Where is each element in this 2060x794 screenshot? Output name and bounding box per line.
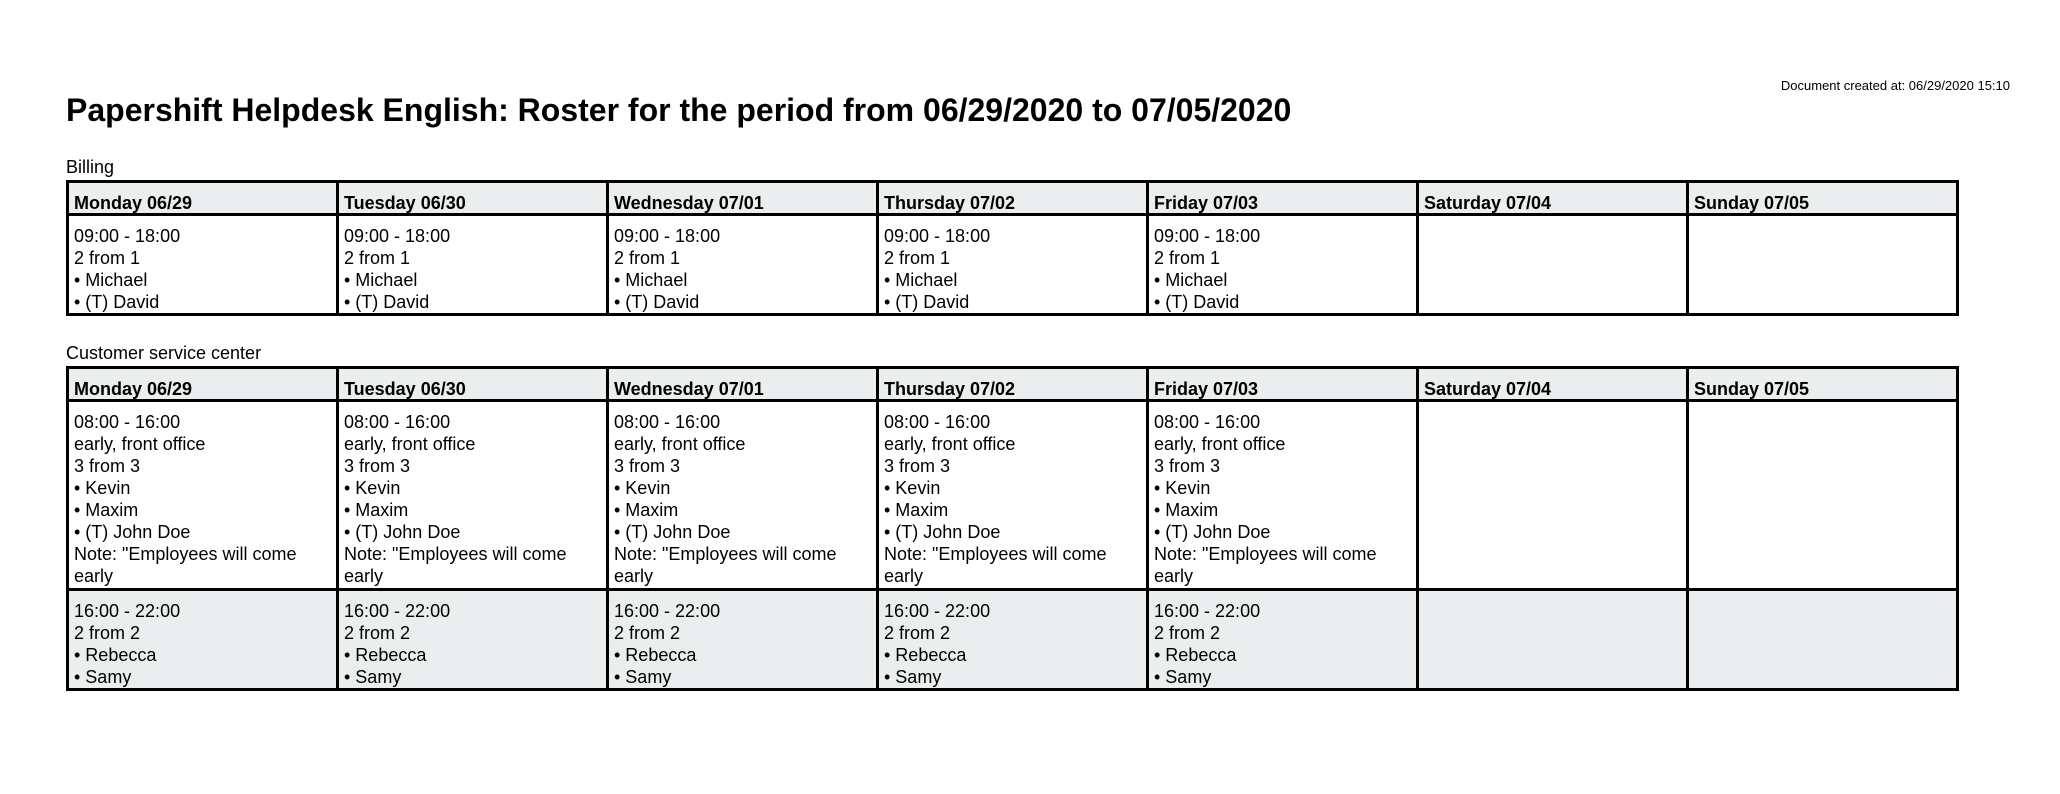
- assigned-employee: • (T) John Doe: [884, 522, 1001, 542]
- shift-staffing: 2 from 2: [1154, 623, 1221, 643]
- shift-note: Note: "Employees will come early: [614, 544, 837, 586]
- shift-time: 08:00 - 16:00: [1154, 412, 1261, 432]
- day-header: Friday 07/03: [1148, 368, 1418, 401]
- shift-time: 16:00 - 22:00: [344, 601, 451, 621]
- shift-cell: [68, 401, 338, 590]
- shift-cell: [608, 590, 878, 690]
- empty-shift-cell: [1688, 401, 1958, 590]
- assigned-employee: • Michael: [74, 270, 148, 290]
- shift-note: Note: "Employees will come early: [344, 544, 567, 586]
- assigned-employee: • Samy: [344, 667, 402, 687]
- empty-shift-cell: [1418, 590, 1688, 690]
- roster-table-billing: [66, 180, 1959, 316]
- assigned-employee: • Kevin: [884, 478, 941, 498]
- day-header: Tuesday 06/30: [338, 368, 608, 401]
- day-header: Saturday 07/04: [1418, 182, 1688, 215]
- shift-staffing: 3 from 3: [344, 456, 411, 476]
- shift-time: 16:00 - 22:00: [884, 601, 991, 621]
- shift-note: Note: "Employees will come early: [1154, 544, 1377, 586]
- shift-label: early, front office: [614, 434, 746, 454]
- shift-time: 09:00 - 18:00: [614, 226, 721, 246]
- shift-row: [68, 215, 1958, 315]
- shift-cell: [608, 401, 878, 590]
- roster-title: Papershift Helpdesk English: Roster for the period from 06/29/2020 to 07/05/2020: [66, 92, 1292, 128]
- billing-section: [66, 157, 1959, 322]
- day-header: Sunday 07/05: [1688, 182, 1958, 215]
- assigned-employee: • Maxim: [1154, 500, 1219, 520]
- day-header: Tuesday 06/30: [338, 182, 608, 215]
- assigned-employee: • (T) John Doe: [344, 522, 461, 542]
- assigned-employee: • Rebecca: [1154, 645, 1237, 665]
- shift-staffing: 2 from 2: [884, 623, 951, 643]
- roster-body: [68, 215, 1958, 315]
- shift-cell: [878, 215, 1148, 315]
- assigned-employee: • Maxim: [74, 500, 139, 520]
- assigned-employee: • (T) David: [884, 292, 970, 312]
- shift-staffing: 3 from 3: [1154, 456, 1221, 476]
- assigned-employee: • (T) John Doe: [74, 522, 191, 542]
- assigned-employee: • Kevin: [1154, 478, 1211, 498]
- shift-cell: [1148, 590, 1418, 690]
- shift-time: 08:00 - 16:00: [614, 412, 721, 432]
- assigned-employee: • Michael: [614, 270, 688, 290]
- shift-staffing: 2 from 1: [344, 248, 411, 268]
- assigned-employee: • Rebecca: [614, 645, 697, 665]
- shift-staffing: 2 from 1: [74, 248, 141, 268]
- shift-cell: [68, 215, 338, 315]
- assigned-employee: • Kevin: [74, 478, 131, 498]
- shift-staffing: 2 from 2: [344, 623, 411, 643]
- shift-time: 16:00 - 22:00: [614, 601, 721, 621]
- assigned-employee: • Kevin: [614, 478, 671, 498]
- empty-shift-cell: [1688, 215, 1958, 315]
- assigned-employee: • (T) John Doe: [1154, 522, 1271, 542]
- shift-staffing: 2 from 2: [74, 623, 141, 643]
- shift-time: 08:00 - 16:00: [884, 412, 991, 432]
- assigned-employee: • (T) David: [344, 292, 430, 312]
- section-label-billing: Billing: [66, 157, 115, 177]
- shift-staffing: 3 from 3: [884, 456, 951, 476]
- shift-row: [68, 401, 1958, 590]
- empty-shift-cell: [1418, 401, 1688, 590]
- assigned-employee: • (T) John Doe: [614, 522, 731, 542]
- assigned-employee: • Samy: [884, 667, 942, 687]
- assigned-employee: • Michael: [1154, 270, 1228, 290]
- shift-cell: [1148, 401, 1418, 590]
- roster-header-row: [68, 368, 1958, 401]
- day-header: Wednesday 07/01: [608, 368, 878, 401]
- assigned-employee: • Samy: [614, 667, 672, 687]
- shift-label: early, front office: [344, 434, 476, 454]
- assigned-employee: • Kevin: [344, 478, 401, 498]
- assigned-employee: • (T) David: [1154, 292, 1240, 312]
- roster-header: [68, 182, 1958, 215]
- assigned-employee: • Maxim: [614, 500, 679, 520]
- shift-cell: [878, 401, 1148, 590]
- shift-time: 16:00 - 22:00: [74, 601, 181, 621]
- shift-time: 09:00 - 18:00: [884, 226, 991, 246]
- assigned-employee: • Rebecca: [74, 645, 157, 665]
- assigned-employee: • Rebecca: [344, 645, 427, 665]
- roster-header: [68, 368, 1958, 401]
- assigned-employee: • (T) David: [74, 292, 160, 312]
- shift-cell: [338, 215, 608, 315]
- day-header: Monday 06/29: [68, 182, 338, 215]
- shift-row: [68, 590, 1958, 690]
- shift-staffing: 3 from 3: [74, 456, 141, 476]
- assigned-employee: • (T) David: [614, 292, 700, 312]
- shift-note: Note: "Employees will come early: [74, 544, 297, 586]
- shift-staffing: 3 from 3: [614, 456, 681, 476]
- day-header: Monday 06/29: [68, 368, 338, 401]
- shift-cell: [338, 401, 608, 590]
- roster-body: [68, 401, 1958, 690]
- day-header: Sunday 07/05: [1688, 368, 1958, 401]
- shift-cell: [878, 590, 1148, 690]
- shift-cell: [608, 215, 878, 315]
- customer-service-section: [66, 343, 1959, 698]
- shift-time: 08:00 - 16:00: [74, 412, 181, 432]
- shift-cell: [338, 590, 608, 690]
- shift-staffing: 2 from 1: [1154, 248, 1221, 268]
- roster-table-customer-service-center: [66, 366, 1959, 691]
- day-header: Wednesday 07/01: [608, 182, 878, 215]
- shift-label: early, front office: [74, 434, 206, 454]
- assigned-employee: • Samy: [1154, 667, 1212, 687]
- shift-cell: [1148, 215, 1418, 315]
- day-header: Thursday 07/02: [878, 368, 1148, 401]
- roster-header-row: [68, 182, 1958, 215]
- assigned-employee: • Rebecca: [884, 645, 967, 665]
- empty-shift-cell: [1418, 215, 1688, 315]
- section-label-customer-service-center: Customer service center: [66, 343, 262, 363]
- document-created-timestamp: Document created at: 06/29/2020 15:10: [1780, 78, 2010, 93]
- shift-staffing: 2 from 1: [884, 248, 951, 268]
- shift-time: 09:00 - 18:00: [1154, 226, 1261, 246]
- shift-label: early, front office: [1154, 434, 1286, 454]
- shift-note: Note: "Employees will come early: [884, 544, 1107, 586]
- day-header: Thursday 07/02: [878, 182, 1148, 215]
- assigned-employee: • Samy: [74, 667, 132, 687]
- assigned-employee: • Michael: [884, 270, 958, 290]
- assigned-employee: • Maxim: [344, 500, 409, 520]
- day-header: Saturday 07/04: [1418, 368, 1688, 401]
- shift-time: 09:00 - 18:00: [74, 226, 181, 246]
- day-header: Friday 07/03: [1148, 182, 1418, 215]
- shift-time: 08:00 - 16:00: [344, 412, 451, 432]
- shift-time: 09:00 - 18:00: [344, 226, 451, 246]
- assigned-employee: • Maxim: [884, 500, 949, 520]
- empty-shift-cell: [1688, 590, 1958, 690]
- shift-label: early, front office: [884, 434, 1016, 454]
- assigned-employee: • Michael: [344, 270, 418, 290]
- shift-cell: [68, 590, 338, 690]
- shift-staffing: 2 from 2: [614, 623, 681, 643]
- shift-staffing: 2 from 1: [614, 248, 681, 268]
- shift-time: 16:00 - 22:00: [1154, 601, 1261, 621]
